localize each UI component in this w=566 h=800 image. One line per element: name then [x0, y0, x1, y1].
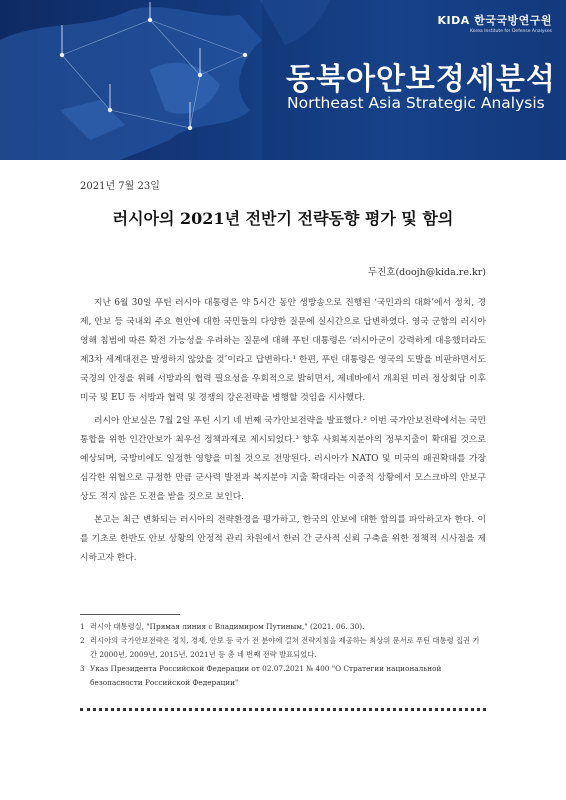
kida-logo: [438, 12, 552, 34]
footnote-text: 러시아 대통령실, "Прямая линия с Владимиром Путиным," (2021. 06. 30).: [90, 622, 365, 631]
body-text: [80, 294, 486, 572]
footnote-number: 1: [80, 622, 85, 631]
footnotes: [80, 620, 486, 690]
footnote-number: 2: [80, 636, 85, 645]
series-title-korean: 동북아안보정세분석: [286, 62, 556, 97]
logo-text: KIDA 한국국방연구원: [437, 14, 552, 27]
footnote: [80, 620, 486, 634]
paragraph: 지난 6월 30일 푸틴 러시아 대통령은 약 5시간 동안 생방송으로 진행된 ‘국민과의 대화’에서 정치, 경제, 안보 등 국내외 주요 현안에 대한 국민들의 다양한 질문에 실시간으로 답변하였다. 영국 군함의 러시아 영해 침범에 따른 확전 가능성을 우려하는 질문에 대해 푸틴 대통령은 ‘러시아군이 강력하게 대응했더라도 제3차 세계대전은 발생하지 않았을 것’이라고 답변하다.¹ 한편, 푸틴 대통령은 영국의 도발을 비판하면서도 국경의 안정을 위해 서방과의 협력 필요성을 우회적으로 밝히면서, 제네바에서 개최된 미러 정상회담 이후 미국 및 EU 등 서방과 협력 및 경쟁의 강온전략을 병행할 것임을 시사했다.: [80, 298, 486, 403]
paragraph: 본고는 최근 변화되는 러시아의 전략환경을 평가하고, 한국의 안보에 대한 함의를 파악하고자 한다. 이를 기초로 한반도 안보 상황의 안정적 관리 차원에서 한러 간 군사적 신뢰 구축을 위한 정책적 시사점을 제시하고자 한다.: [80, 515, 486, 563]
logo-subtext: Korea Institute for Defense Analyses: [470, 29, 552, 34]
dotted-divider: [80, 708, 486, 711]
footnote: [80, 662, 486, 690]
publication-date: 2021년 7월 23일: [80, 181, 160, 192]
series-title-english: Northeast Asia Strategic Analysis: [287, 94, 545, 112]
document-title: 러시아의 2021년 전반기 전략동향 평가 및 함의: [112, 209, 454, 228]
footnote-text: 러시아의 국가안보전략은 정치, 경제, 안보 등 국가 전 분야에 걸쳐 전략지침을 제공하는 최상위 문서로 푸틴 대통령 집권 기간 2000년, 2009년, 2015년, 2021년 등 총 네 번째 전략 발표되었다.: [90, 636, 480, 659]
footnote-divider: [80, 614, 180, 615]
footnote-number: 3: [80, 664, 85, 673]
footnote: [80, 634, 486, 662]
header-banner: [0, 0, 566, 160]
author-line: 두진호(doojh@kida.re.kr): [367, 267, 486, 278]
footnote-text: Указ Президента Российской Федерации от 02.07.2021 № 400 "О Стратегии национальной безопасности Российской Федерации": [90, 664, 442, 687]
paragraph: 러시아 안보실은 7월 2일 푸틴 시기 네 번째 국가안보전략을 발표했다.² 이번 국가안보전략에서는 국민통합을 위한 인간안보가 최우선 정책과제로 제시되었다.³ 향후 사회복지분야의 정부지출이 확대될 것으로 예상되며, 국방비에도 일정한 영향을 미칠 것으로 전망된다. 러시아가 NATO 및 미국의 패권확대를 가장 심각한 위협으로 규정한 만큼 군사력 발전과 복지분야 지출 확대라는 이중적 상황에서 모스크바의 안보구상도 적지 않은 도전을 받을 것으로 보인다.: [80, 416, 486, 502]
